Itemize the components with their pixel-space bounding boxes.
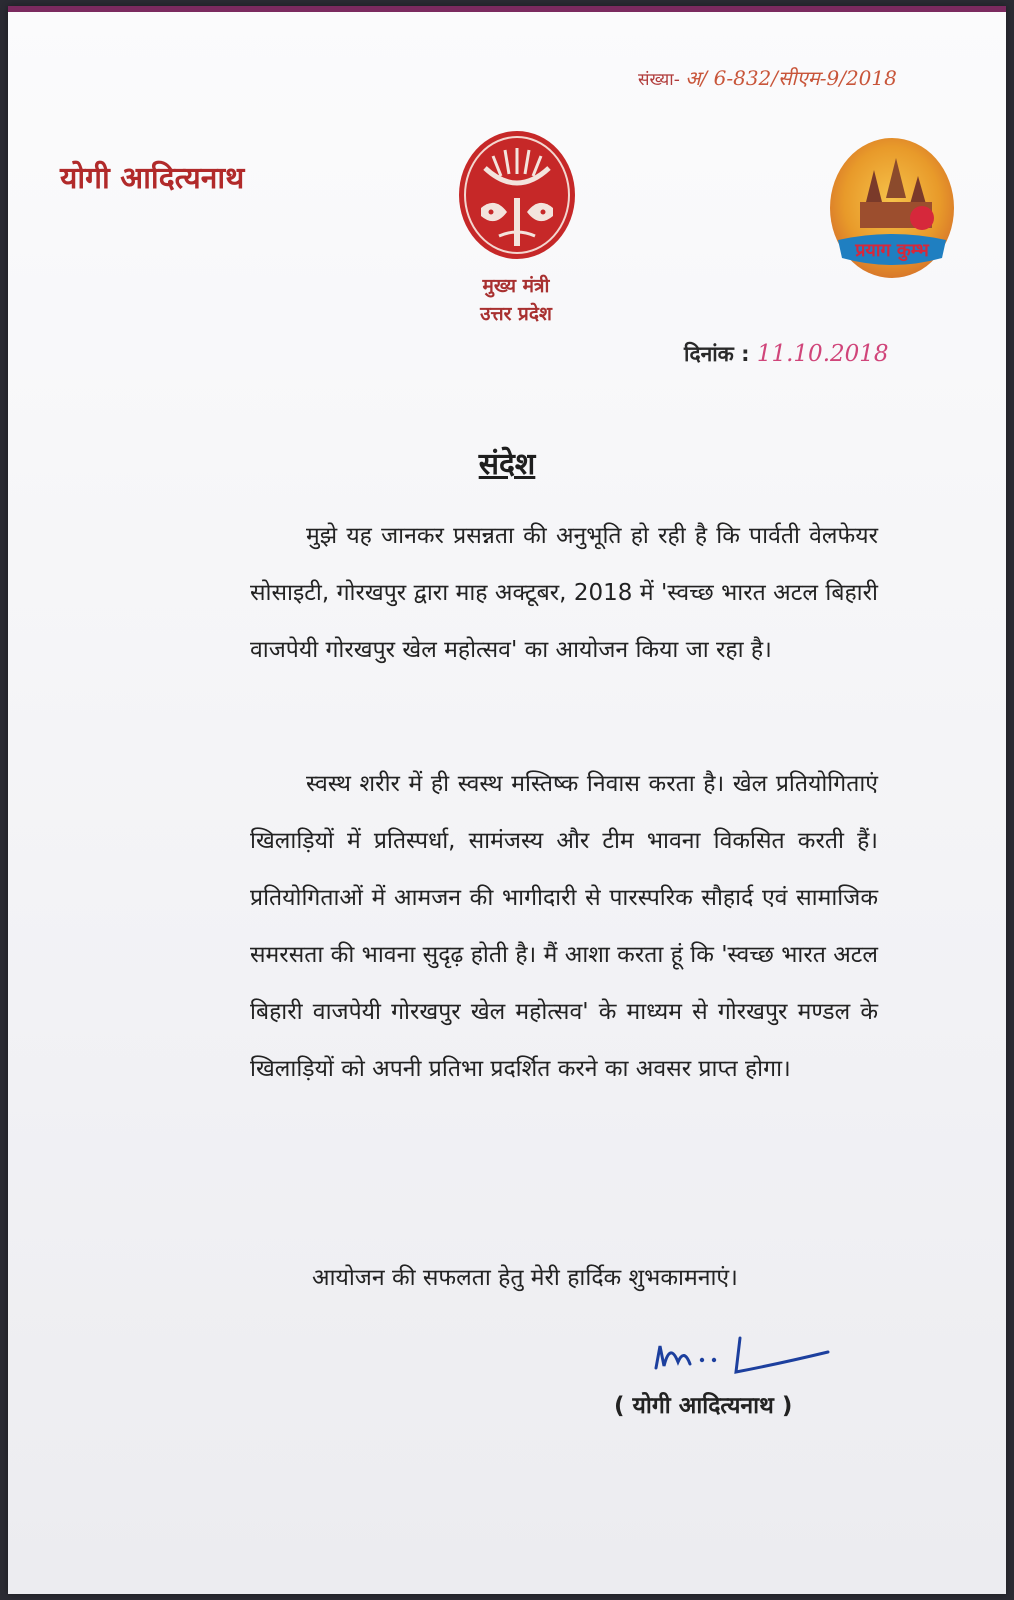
sender-name: योगी आदित्यनाथ xyxy=(60,161,245,196)
reference-value: अ/ 6-832/सीएम-9/2018 xyxy=(685,66,897,90)
kumbh-mela-logo xyxy=(826,132,958,282)
message-paragraph-3: आयोजन की सफलता हेतु मेरी हार्दिक शुभकामनाएं। xyxy=(312,1265,738,1291)
message-paragraph-2: स्वस्थ शरीर में ही स्वस्थ मस्तिष्क निवास करता है। खेल प्रतियोगिताएं खिलाड़ियों में प्रतिस्पर्धा, सामंजस्य और टीम भावना विकसित करती हैं। प्रतियोगिताओं में आमजन की भागीदारी से पारस्परिक सौहार्द एवं सामाजिक समरसता की भावना सुदृढ़ होती है। मैं आशा करता हूं कि 'स्वच्छ भारत अटल बिहारी वाजपेयी गोरखपुर खेल महोत्सव' के माध्यम से गोरखपुर मण्डल के खिलाड़ियों को अपनी प्रतिभा प्रदर्शित करने का अवसर प्राप्त होगा। xyxy=(250,771,878,1082)
emblem-caption-line2: उत्तर प्रदेश xyxy=(480,303,552,325)
top-edge-band xyxy=(8,6,1006,12)
emblem-caption xyxy=(448,272,584,328)
kumbh-logo-text: प्रयाग कुम्भ xyxy=(855,240,929,261)
handwritten-signature xyxy=(648,1328,838,1388)
date-line xyxy=(684,340,889,368)
emblem-caption-line1: मुख्य मंत्री xyxy=(482,275,550,297)
reference-label: संख्या- xyxy=(638,70,680,90)
date-value: 11.10.2018 xyxy=(756,341,889,367)
message-heading: संदेश xyxy=(478,447,536,482)
letter-page xyxy=(8,6,1006,1594)
signatory-name: ( योगी आदित्यनाथ ) xyxy=(614,1393,793,1419)
reference-number xyxy=(638,64,897,91)
up-government-emblem xyxy=(455,128,579,262)
date-label: दिनांक : xyxy=(684,342,750,366)
message-paragraph-1: मुझे यह जानकर प्रसन्नता की अनुभूति हो रही है कि पार्वती वेलफेयर सोसाइटी, गोरखपुर द्वारा माह अक्टूबर, 2018 में 'स्वच्छ भारत अटल बिहारी वाजपेयी गोरखपुर खेल महोत्सव' का आयोजन किया जा रहा है। xyxy=(250,523,878,663)
